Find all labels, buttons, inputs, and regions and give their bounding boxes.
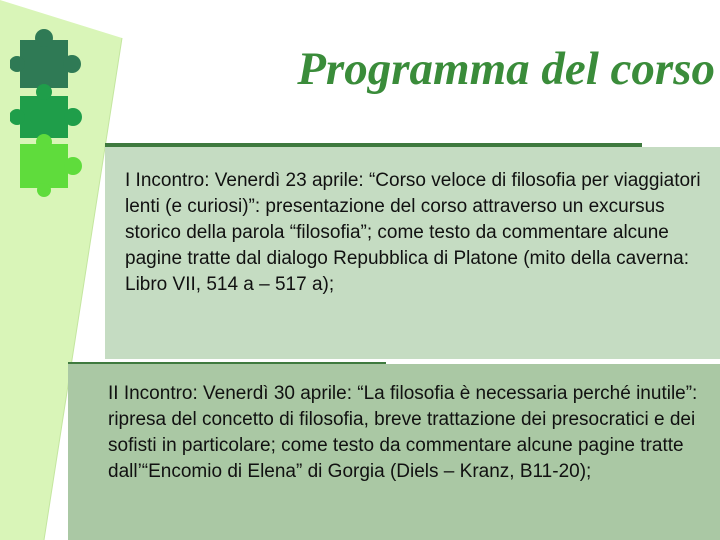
paragraph-incontro-1: I Incontro: Venerdì 23 aprile: “Corso veloce di filosofia per viaggiatori lenti (e curiosi)”: presentazione del corso attraverso un excursus storico della parola “filosofia”; come testo da commentare alcune pagine tratte dal dialogo Repubblica di Platone (mito della caverna: Libro VII, 514 a – 517 a); bbox=[125, 170, 701, 295]
slide-title: Programma del corso bbox=[297, 43, 715, 95]
puzzle-pieces-icon bbox=[10, 28, 102, 198]
paragraph-incontro-2: II Incontro: Venerdì 30 aprile: “La filosofia è necessaria perché inutile”: ripresa del concetto di filosofia, breve trattazione dei presocratici e dei sofisti in particolare; come testo da commentare alcune pagine tratte dall’“Encomio di Elena” di Gorgia (Diels – Kranz, B11-20); bbox=[108, 383, 698, 482]
